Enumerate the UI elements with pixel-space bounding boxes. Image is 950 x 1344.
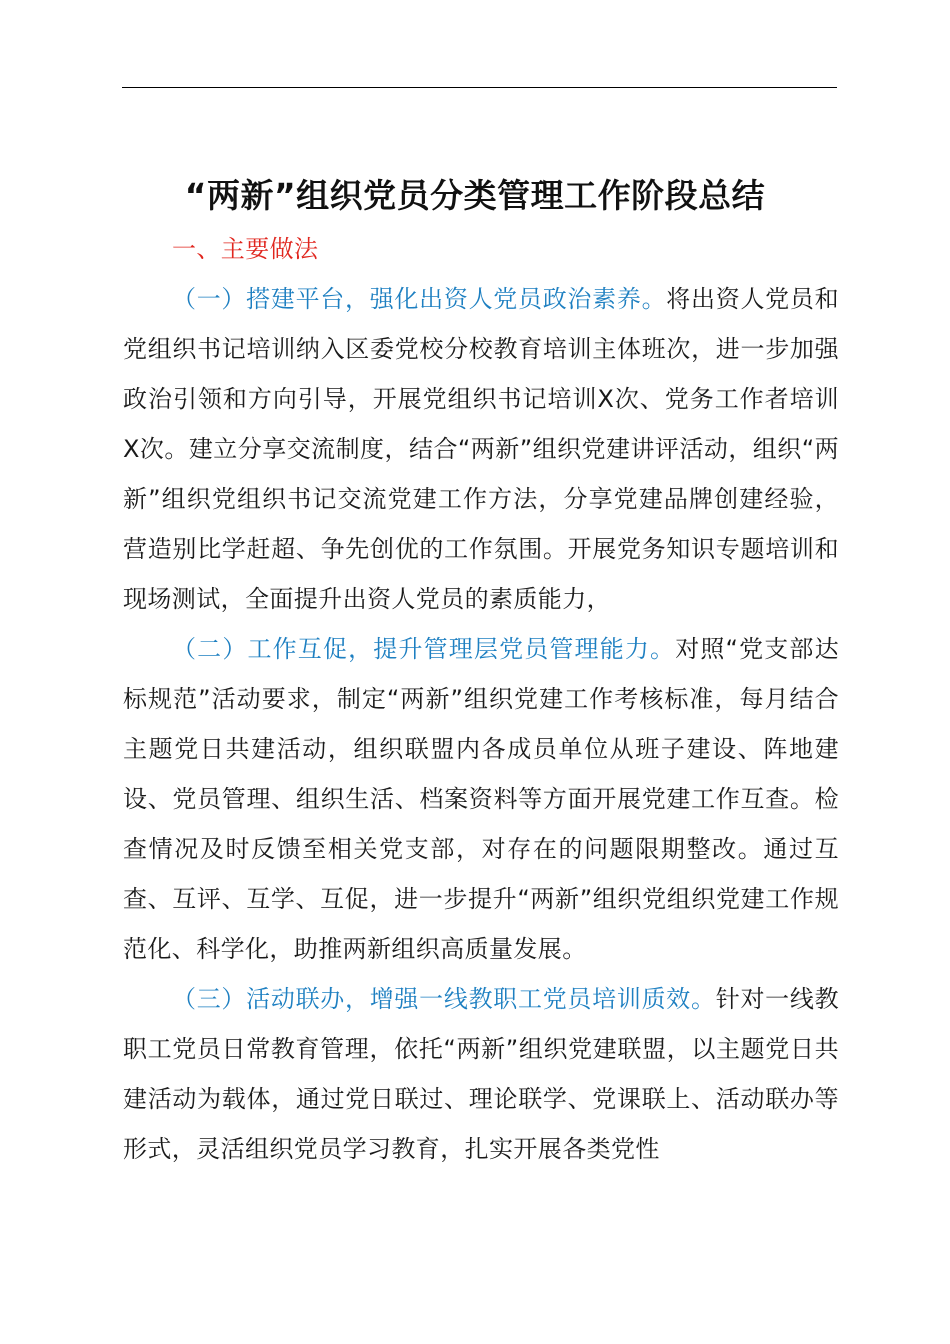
- paragraph-2: [123, 624, 839, 974]
- subsection-heading-1: （一）搭建平台，强化出资人党员政治素养。: [172, 285, 667, 313]
- paragraph-1: [123, 274, 839, 624]
- section-heading-paragraph: [123, 224, 839, 274]
- paragraph-body-2: 对照“党支部达标规范”活动要求，制定“两新”组织党建工作考核标准，每月结合主题党日共建活动，组织联盟内各成员单位从班子建设、阵地建设、党员管理、组织生活、档案资料等方面开展党建工作互查。检查情况及时反馈至相关党支部，对存在的问题限期整改。通过互查、互评、互学、互促，进一步提升“两新”组织党组织党建工作规范化、科学化，助推两新组织高质量发展。: [123, 635, 839, 963]
- section-heading: 一、主要做法: [172, 235, 319, 263]
- paragraph-3: [123, 974, 839, 1174]
- header-rule: [122, 87, 837, 88]
- subsection-heading-2: （二）工作互促，提升管理层党员管理能力。: [172, 635, 676, 663]
- paragraph-body-1: 将出资人党员和党组织书记培训纳入区委党校分校教育培训主体班次，进一步加强政治引领和方向引导，开展党组织书记培训X次、党务工作者培训X次。建立分享交流制度，结合“两新”组织党建讲评活动，组织“两新”组织党组织书记交流党建工作方法，分享党建品牌创建经验，营造别比学赶超、争先创优的工作氛围。开展党务知识专题培训和现场测试，全面提升出资人党员的素质能力，: [123, 285, 839, 613]
- subsection-heading-3: （三）活动联办，增强一线教职工党员培训质效。: [172, 985, 716, 1013]
- document-body: [123, 224, 839, 1174]
- paragraph-body-3: 针对一线教职工党员日常教育管理，依托“两新”组织党建联盟，以主题党日共建活动为载体，通过党日联过、理论联学、党课联上、活动联办等形式，灵活组织党员学习教育，扎实开展各类党性: [123, 985, 839, 1163]
- document-title: “两新”组织党员分类管理工作阶段总结: [184, 176, 766, 216]
